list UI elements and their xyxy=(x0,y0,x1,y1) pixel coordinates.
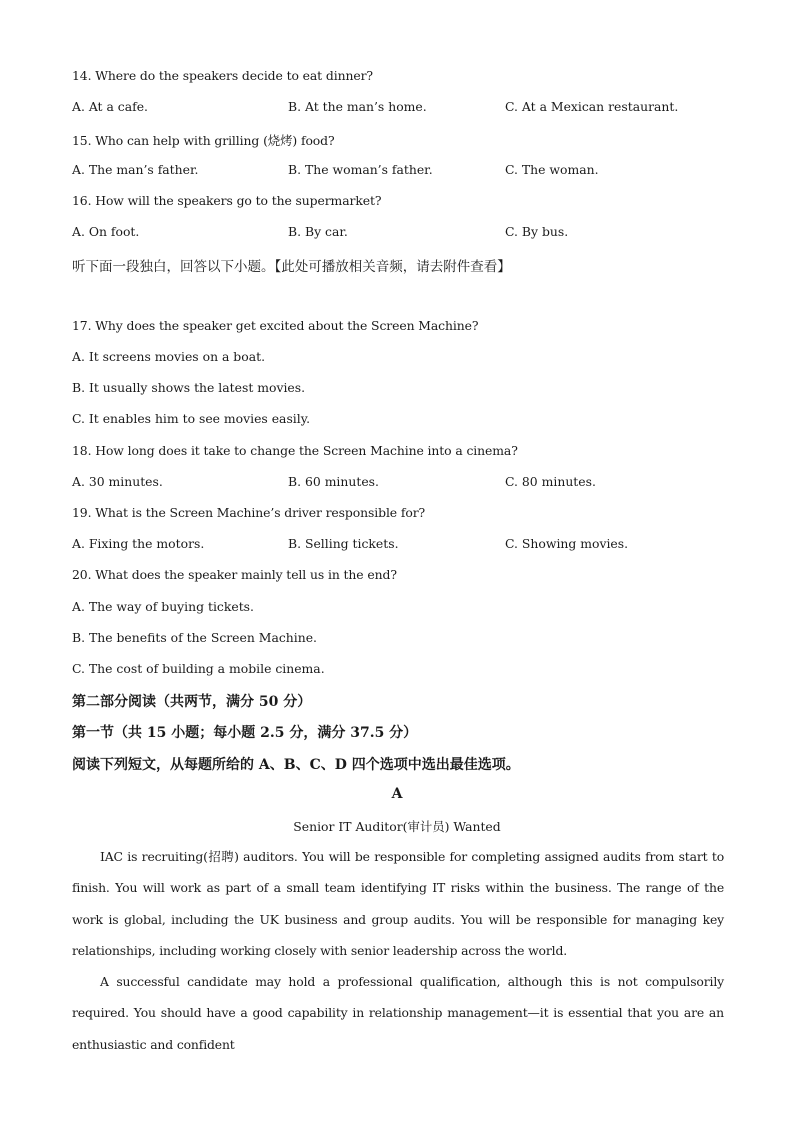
q20-option-c: C. The cost of building a mobile cinema. xyxy=(72,661,325,676)
question-20: 20. What does the speaker mainly tell us in the end? xyxy=(72,567,397,582)
monologue-instruction: 听下面一段独白，回答以下小题。【此处可播放相关音频，请去附件查看】 xyxy=(72,259,511,275)
passage-paragraph-2: A successful candidate may hold a professional qualification, although this is not compulsorily required. You should have a good capability in relationship management—it is essential that you are an enthusiastic and confident xyxy=(72,974,724,1052)
question-14: 14. Where do the speakers decide to eat dinner? xyxy=(72,68,373,83)
passage-paragraph-1: IAC is recruiting(招聘) auditors. You will be responsible for completing assigned audits from start to finish. You will work as part of a small team identifying IT risks within the business. The range of the work is global, including the UK business and group audits. You will be responsible for managing key relationships, including working closely with senior leadership across the world. xyxy=(72,849,724,959)
q19-option-a: A. Fixing the motors. xyxy=(72,536,205,551)
q18-option-b: B. 60 minutes. xyxy=(288,474,379,489)
q17-option-b: B. It usually shows the latest movies. xyxy=(72,380,306,395)
q19-option-b: B. Selling tickets. xyxy=(288,536,399,551)
q14-option-b: B. At the man’s home. xyxy=(288,99,427,114)
q16-option-c: C. By bus. xyxy=(505,224,569,239)
question-15: 15. Who can help with grilling (烧烤) food? xyxy=(72,133,335,148)
question-18: 18. How long does it take to change the Screen Machine into a cinema? xyxy=(72,443,518,458)
question-19: 19. What is the Screen Machine’s driver responsible for? xyxy=(72,505,426,520)
reading-instruction: 阅读下列短文，从每题所给的 A、B、C、D 四个选项中选出最佳选项。 xyxy=(72,757,520,773)
q17-option-a: A. It screens movies on a boat. xyxy=(72,349,266,364)
q18-option-c: C. 80 minutes. xyxy=(505,474,596,489)
q17-option-c: C. It enables him to see movies easily. xyxy=(72,411,311,426)
q19-option-c: C. Showing movies. xyxy=(505,536,629,551)
q18-option-a: A. 30 minutes. xyxy=(72,474,163,489)
section-one-title: 第一节（共 15 小题；每小题 2.5 分，满分 37.5 分） xyxy=(72,725,418,741)
q14-option-a: A. At a cafe. xyxy=(72,99,148,114)
q14-option-c: C. At a Mexican restaurant. xyxy=(505,99,679,114)
q16-option-b: B. By car. xyxy=(288,224,348,239)
q20-option-b: B. The benefits of the Screen Machine. xyxy=(72,630,317,645)
q15-option-c: C. The woman. xyxy=(505,162,599,177)
question-16: 16. How will the speakers go to the supermarket? xyxy=(72,193,382,208)
passage-title: Senior IT Auditor(审计员) Wanted xyxy=(293,819,501,834)
q15-option-b: B. The woman’s father. xyxy=(288,162,433,177)
q16-option-a: A. On foot. xyxy=(72,224,140,239)
passage-letter: A xyxy=(391,786,403,802)
part-two-title: 第二部分阅读（共两节，满分 50 分） xyxy=(72,694,312,710)
q15-option-a: A. The man’s father. xyxy=(72,162,199,177)
q20-option-a: A. The way of buying tickets. xyxy=(72,599,254,614)
question-17: 17. Why does the speaker get excited about the Screen Machine? xyxy=(72,318,479,333)
